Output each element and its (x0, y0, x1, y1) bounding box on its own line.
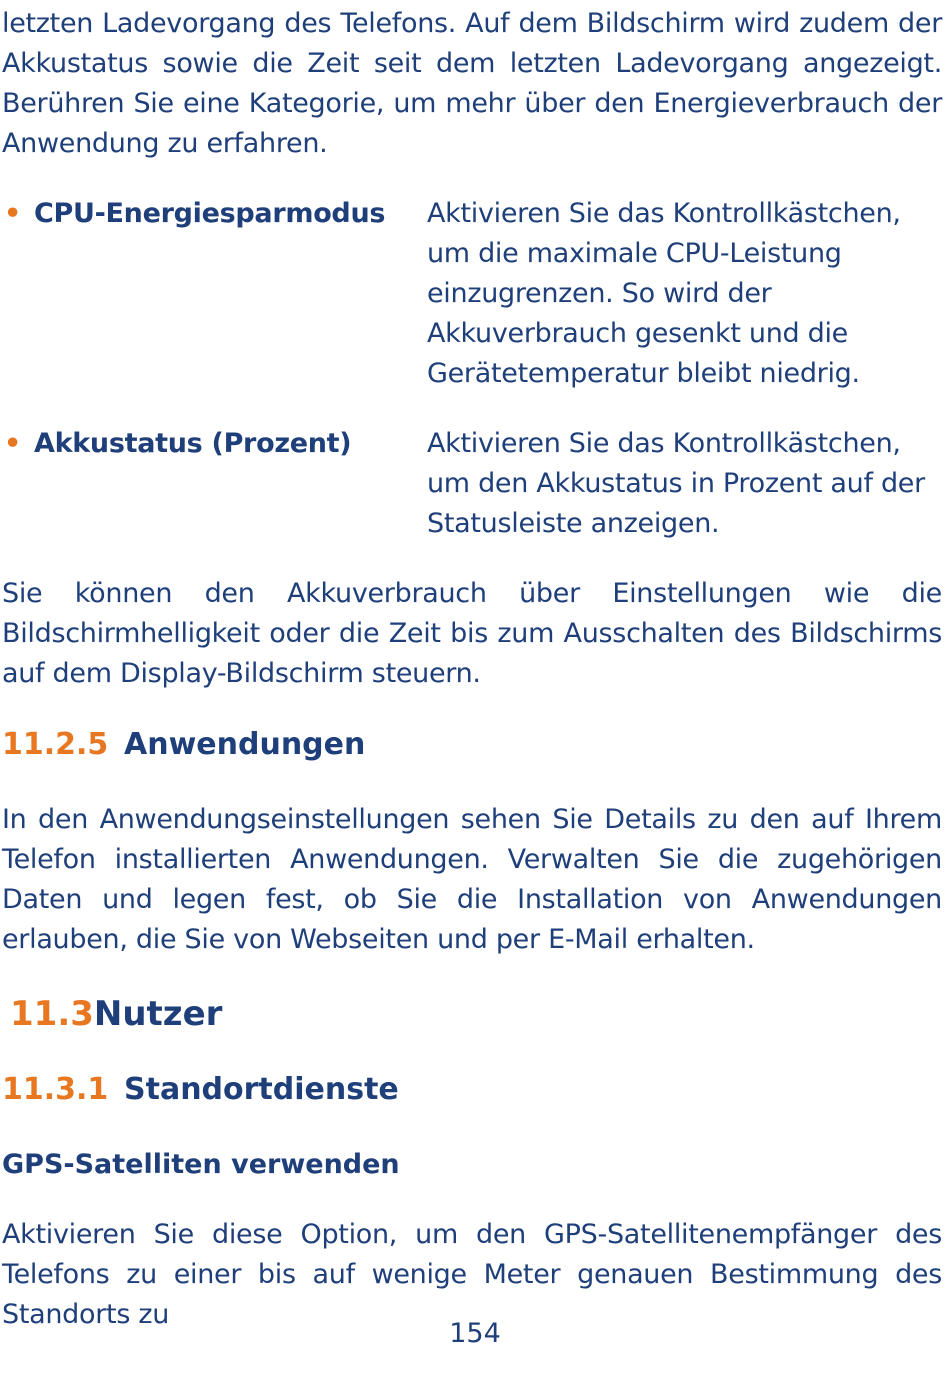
section-heading-nutzer (10, 992, 222, 1036)
section-number: 11.2.5 (2, 727, 109, 762)
intro-paragraph: letzten Ladevorgang des Telefons. Auf dem Bildschirm wird zudem der Akkustatus sowie die Zeit seit dem letzten Ladevorgang angezeigt. Berühren Sie eine Kategorie, um mehr über den Energieverbrauch der Anwendung zu erfahren. (2, 8, 942, 159)
bullet-item-akkustatus (2, 424, 942, 544)
bullet-item-cpu (2, 194, 942, 394)
section-number: 11.3 (10, 994, 94, 1034)
page-number: 154 (449, 1318, 501, 1349)
bullet-term: CPU-Energiesparmodus (34, 198, 386, 229)
akku-settings-paragraph: Sie können den Akkuverbrauch über Einstellungen wie die Bildschirmhelligkeit oder die Zeit bis zum Ausschalten des Bildschirms auf dem Display-Bildschirm steuern. (2, 578, 942, 689)
bullet-description: Aktivieren Sie das Kontrollkästchen, um den Akkustatus in Prozent auf der Statusleiste anzeigen. (427, 428, 925, 539)
section-title: Anwendungen (124, 727, 366, 762)
subheading-gps: GPS-Satelliten verwenden (2, 1149, 400, 1180)
bullet-dot: • (4, 428, 22, 459)
section-heading-anwendungen (2, 725, 365, 765)
section-title: Standortdienste (124, 1072, 399, 1107)
gps-paragraph: Aktivieren Sie diese Option, um den GPS-Satellitenempfänger des Telefons zu einer bis auf wenige Meter genauen Bestimmung des Standorts zu (2, 1219, 942, 1330)
bullet-description: Aktivieren Sie das Kontrollkästchen, um die maximale CPU-Leistung einzugrenzen. So wird der Akkuverbrauch gesenkt und die Gerätetemperatur bleibt niedrig. (427, 198, 901, 389)
section-number: 11.3.1 (2, 1072, 109, 1107)
bullet-term: Akkustatus (Prozent) (34, 428, 352, 459)
section-heading-standort (2, 1070, 399, 1110)
bullet-dot: • (4, 198, 22, 229)
anwendungen-paragraph: In den Anwendungseinstellungen sehen Sie Details zu den auf Ihrem Telefon installierten Anwendungen. Verwalten Sie die zugehörigen Daten und legen fest, ob Sie die Installation von Anwendungen erlauben, die Sie von Webseiten und per E-Mail erhalten. (2, 804, 942, 955)
section-title: Nutzer (93, 994, 223, 1034)
